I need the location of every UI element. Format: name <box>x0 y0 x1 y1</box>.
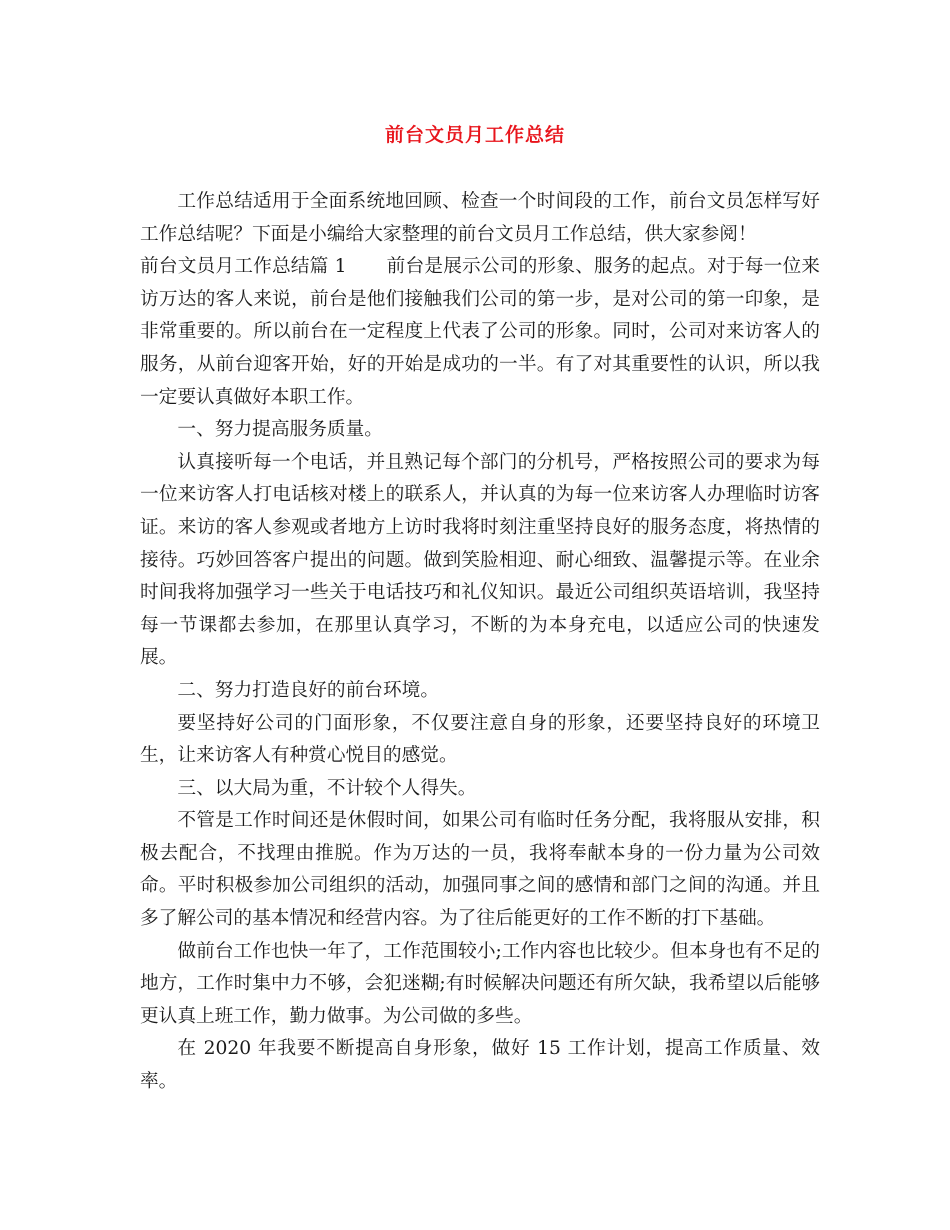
reflection-paragraph: 做前台工作也快一年了，工作范围较小;工作内容也比较少。但本身也有不足的地方，工作时集中力不够，会犯迷糊;有时候解决问题还有所欠缺，我希望以后能够更认真上班工作，勤力做事。为公司做的多些。 <box>140 940 820 1027</box>
plan-paragraph: 在 2020 年我要不断提高自身形象，做好 15 工作计划，提高工作质量、效率。 <box>140 1038 820 1093</box>
document-body <box>140 186 820 1099</box>
section-1-heading: 一、努力提高服务质量。 <box>177 419 383 441</box>
section-1-body: 认真接听每一个电话，并且熟记每个部门的分机号，严格按照公司的要求为每一位来访客人打电话核对楼上的联系人，并认真的为每一位来访客人办理临时访客证。来访的客人参观或者地方上访时我将时刻注重坚持良好的服务态度，将热情的接待。巧妙回答客户提出的问题。做到笑脸相迎、耐心细致、温馨提示等。在业余时间我将加强学习一些关于电话技巧和礼仪知识。最近公司组织英语培训，我坚持每一节课都去参加，在那里认真学习，不断的为本身充电，以适应公司的快速发展。 <box>140 451 820 669</box>
piece-intro-text: 前台是展示公司的形象、服务的起点。对于每一位来访万达的客人来说，前台是他们接触我们公司的第一步，是对公司的第一印象，是非常重要的。所以前台在一定程度上代表了公司的形象。同时，公司对来访客人的服务，从前台迎客开始，好的开始是成功的一半。有了对其重要性的认识，所以我一定要认真做好本职工作。 <box>140 256 820 408</box>
section-2-heading: 二、努力打造良好的前台环境。 <box>177 679 440 701</box>
section-3-body: 不管是工作时间还是休假时间，如果公司有临时任务分配，我将服从安排，积极去配合，不找理由推脱。作为万达的一员，我将奉献本身的一份力量为公司效命。平时积极参加公司组织的活动，加强同事之间的感情和部门之间的沟通。并且多了解公司的基本情况和经营内容。为了往后能更好的工作不断的打下基础。 <box>140 810 820 930</box>
piece-1-paragraph <box>140 251 820 414</box>
document-title: 前台文员月工作总结 <box>384 124 565 146</box>
section-3-heading: 三、以大局为重，不计较个人得失。 <box>177 777 477 799</box>
section-2-body: 要坚持好公司的门面形象，不仅要注意自身的形象，还要坚持良好的环境卫生，让来访客人有种赏心悦目的感觉。 <box>140 712 820 767</box>
intro-paragraph: 工作总结适用于全面系统地回顾、检查一个时间段的工作，前台文员怎样写好工作总结呢？下面是小编给大家整理的前台文员月工作总结，供大家参阅！ <box>140 191 820 245</box>
piece-label: 前台文员月工作总结篇 1 <box>140 256 347 278</box>
